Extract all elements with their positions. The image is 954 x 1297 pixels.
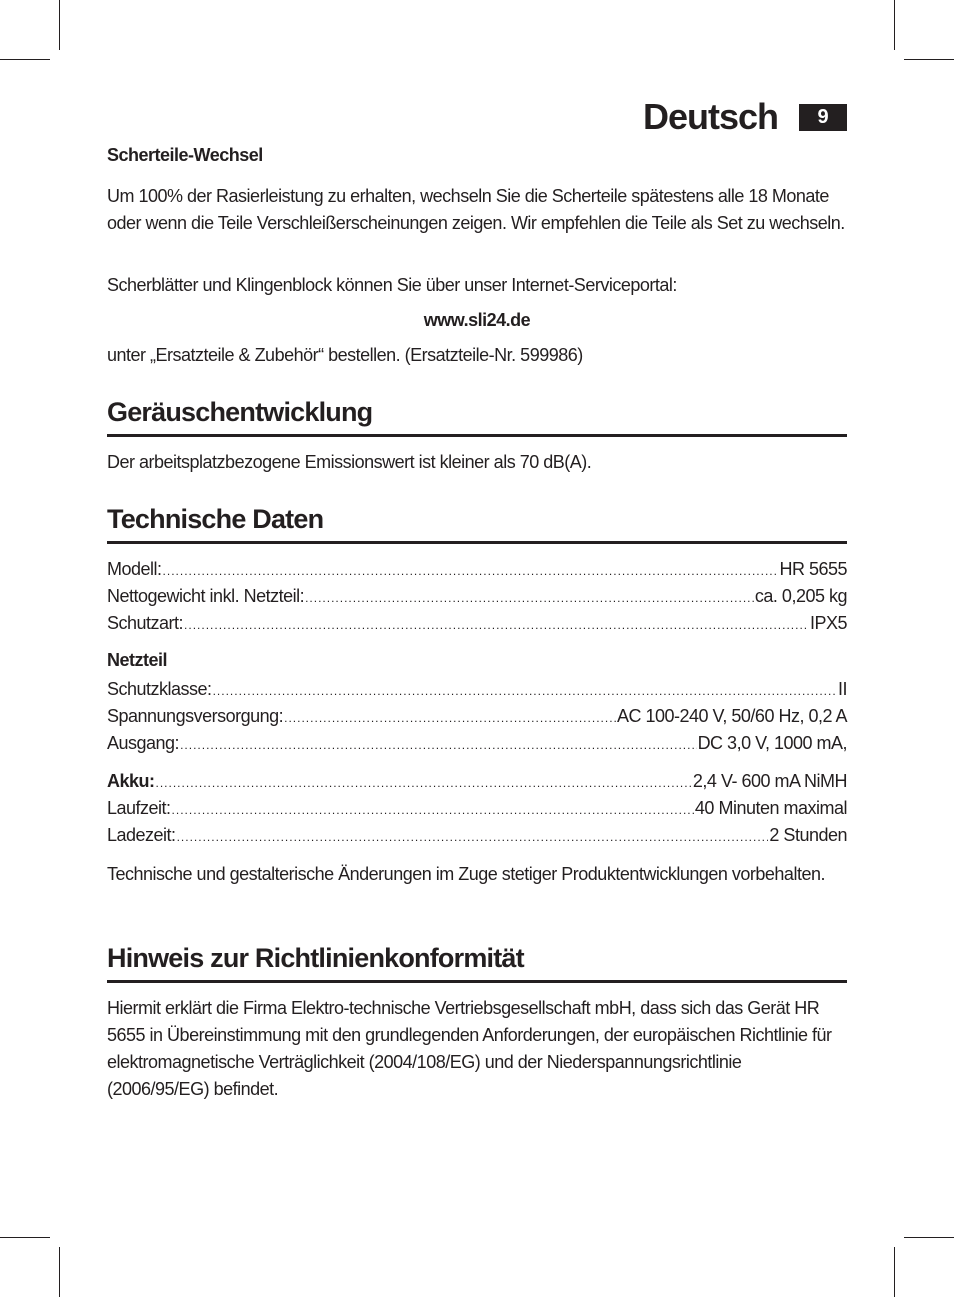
spec-label: Ausgang:	[107, 733, 180, 753]
crop-mark	[0, 1237, 50, 1238]
crop-mark	[904, 59, 954, 60]
replacement-title: Scherteile-Wechsel	[107, 145, 263, 165]
spec-row-runtime	[107, 795, 847, 822]
order-paragraph: unter „Ersatzteile & Zubehör“ bestellen. (Ersatzteile-Nr. 599986)	[107, 345, 583, 365]
crop-mark	[59, 1247, 60, 1297]
leader-dots	[284, 705, 616, 732]
tech-heading: Technische Daten	[107, 504, 847, 544]
noise-heading: Geräuschentwicklung	[107, 397, 847, 437]
spec-label: Laufzeit:	[107, 798, 171, 818]
spec-label: Schutzklasse:	[107, 679, 212, 699]
service-url-link[interactable]: www.sli24.de	[423, 310, 531, 330]
spec-value: 40 Minuten maximal	[694, 798, 847, 818]
spec-label: Spannungsversorgung:	[107, 706, 284, 726]
battery-spec-list	[107, 768, 847, 849]
spec-row-weight	[107, 583, 847, 610]
leader-dots	[172, 797, 694, 824]
spec-label: Schutzart:	[107, 613, 184, 633]
spec-value: HR 5655	[779, 559, 847, 579]
page-language-title: Deutsch	[642, 96, 778, 137]
spec-row-class	[107, 676, 847, 703]
spec-row-charge-time	[107, 822, 847, 849]
crop-mark	[894, 0, 895, 50]
psu-title: Netzteil	[107, 650, 168, 670]
noise-text: Der arbeitsplatzbezogene Emissionswert ist kleiner als 70 dB(A).	[107, 452, 592, 472]
crop-mark	[904, 1237, 954, 1238]
leader-dots	[180, 732, 697, 759]
spec-label: Ladezeit:	[107, 825, 176, 845]
spec-row-model	[107, 556, 847, 583]
leader-dots	[184, 612, 809, 639]
conformity-heading: Hinweis zur Richtlinienkonformität	[107, 943, 847, 983]
spec-value: 2 Stunden	[769, 825, 847, 845]
crop-mark	[894, 1247, 895, 1297]
leader-dots	[305, 585, 754, 612]
spec-value: AC 100-240 V, 50/60 Hz, 0,2 A	[616, 706, 847, 726]
spec-row-battery	[107, 768, 847, 795]
spec-value: DC 3,0 V, 1000 mA,	[697, 733, 847, 753]
spec-label: Nettogewicht inkl. Netzteil:	[107, 586, 305, 606]
crop-mark	[0, 59, 50, 60]
spec-value: 2,4 V- 600 mA NiMH	[692, 771, 847, 791]
spec-row-supply	[107, 703, 847, 730]
spec-label: Akku:	[107, 771, 155, 791]
replacement-paragraph: Um 100% der Rasierleistung zu erhalten, wechseln Sie die Scherteile spätestens alle 18 Monate oder wenn die Teile Verschleißerscheinungen zeigen. Wir empfehlen die Teile als Set zu wechseln.	[107, 186, 845, 233]
spec-label: Modell:	[107, 559, 162, 579]
portal-paragraph: Scherblätter und Klingenblock können Sie über unser Internet-Serviceportal:	[107, 275, 677, 295]
leader-dots	[213, 678, 837, 705]
crop-mark	[59, 0, 60, 50]
leader-dots	[156, 770, 692, 797]
spec-row-output	[107, 730, 847, 757]
leader-dots	[163, 558, 779, 585]
page-number-badge: 9	[799, 104, 847, 131]
spec-row-protection	[107, 610, 847, 637]
spec-value: II	[837, 679, 847, 699]
spec-value: ca. 0,205 kg	[754, 586, 847, 606]
spec-list	[107, 556, 847, 637]
conformity-text: Hiermit erklärt die Firma Elektro-technische Vertriebsgesellschaft mbH, dass sich das Gerät HR 5655 in Übereinstimmung mit den grundlegenden Anforderungen, der europäischen Richtlinie für elektromagnetische Verträglichkeit (2004/108/EG) und der Niederspannungsrichtlinie (2006/95/EG) befindet.	[107, 998, 832, 1099]
tech-note: Technische und gestalterische Änderungen im Zuge stetiger Produktentwicklungen vorbehalten.	[107, 864, 825, 884]
psu-spec-list	[107, 676, 847, 757]
leader-dots	[177, 824, 769, 851]
spec-value: IPX5	[809, 613, 847, 633]
